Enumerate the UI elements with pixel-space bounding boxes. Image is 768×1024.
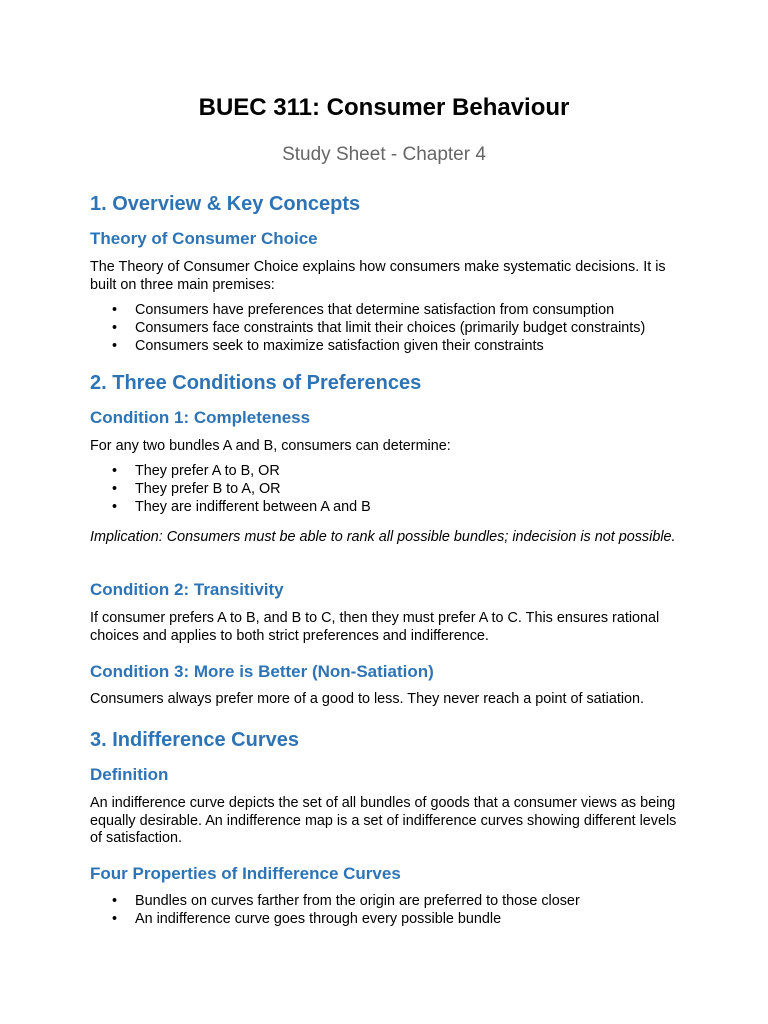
subsection-heading-non-satiation: Condition 3: More is Better (Non-Satiation) [90, 662, 434, 681]
list-item-text: They prefer B to A, OR [135, 480, 281, 497]
bullet-icon: • [112, 463, 118, 479]
list-item [90, 302, 690, 320]
section-heading-indifference-curves: 3. Indifference Curves [90, 729, 299, 751]
subsection-heading-transitivity: Condition 2: Transitivity [90, 580, 284, 599]
list-item-text: Consumers have preferences that determine satisfaction from consumption [135, 302, 615, 318]
list-item-text: Bundles on curves farther from the origin are preferred to those closer [135, 893, 580, 909]
bullet-icon: • [112, 480, 118, 497]
bullet-list-completeness [90, 463, 690, 516]
bullet-list-premises [90, 302, 690, 355]
paragraph-non-satiation: Consumers always prefer more of a good to less. They never reach a point of satiation. [90, 691, 645, 707]
implication-note: Implication: Consumers must be able to rank all possible bundles; indecision is not possible. [90, 529, 676, 545]
list-item [90, 893, 690, 911]
section-heading-overview: 1. Overview & Key Concepts [90, 193, 361, 215]
list-item-text: An indifference curve goes through every possible bundle [135, 910, 502, 927]
bullet-icon: • [112, 302, 118, 318]
bullet-icon: • [112, 893, 118, 909]
bullet-icon: • [112, 910, 118, 927]
subsection-heading-theory-of-consumer-choice: Theory of Consumer Choice [90, 229, 318, 248]
list-item [90, 338, 690, 356]
list-item [90, 911, 690, 929]
paragraph-completeness: For any two bundles A and B, consumers can determine: [90, 438, 451, 454]
bullet-icon: • [112, 319, 118, 336]
list-item [90, 320, 690, 338]
list-item [90, 481, 690, 499]
subsection-heading-definition: Definition [90, 765, 169, 784]
bullet-list-properties [90, 893, 690, 929]
list-item [90, 463, 690, 481]
subsection-heading-completeness: Condition 1: Completeness [90, 408, 311, 427]
paragraph-transitivity: If consumer prefers A to B, and B to C, then they must prefer A to C. This ensures rational choices and applies to both strict preferences and indifference. [90, 610, 660, 644]
list-item-text: They prefer A to B, OR [135, 463, 280, 479]
list-item-text: Consumers face constraints that limit their choices (primarily budget constraints) [135, 319, 646, 336]
list-item-text: They are indifferent between A and B [135, 498, 371, 515]
paragraph-definition: An indifference curve depicts the set of all bundles of goods that a consumer views as being equally desirable. An indifference map is a set of indifference curves showing different levels of satisfaction. [90, 795, 677, 847]
section-heading-conditions: 2. Three Conditions of Preferences [90, 372, 422, 394]
bullet-icon: • [112, 337, 118, 354]
list-item [90, 499, 690, 517]
document-title: BUEC 311: Consumer Behaviour [198, 94, 570, 121]
subsection-heading-four-properties: Four Properties of Indifference Curves [90, 864, 401, 883]
list-item-text: Consumers seek to maximize satisfaction given their constraints [135, 337, 544, 354]
document-subtitle: Study Sheet - Chapter 4 [282, 144, 486, 165]
bullet-icon: • [112, 498, 118, 515]
paragraph-theory-of-consumer-choice: The Theory of Consumer Choice explains how consumers make systematic decisions. It is built on three main premises: [90, 259, 666, 293]
